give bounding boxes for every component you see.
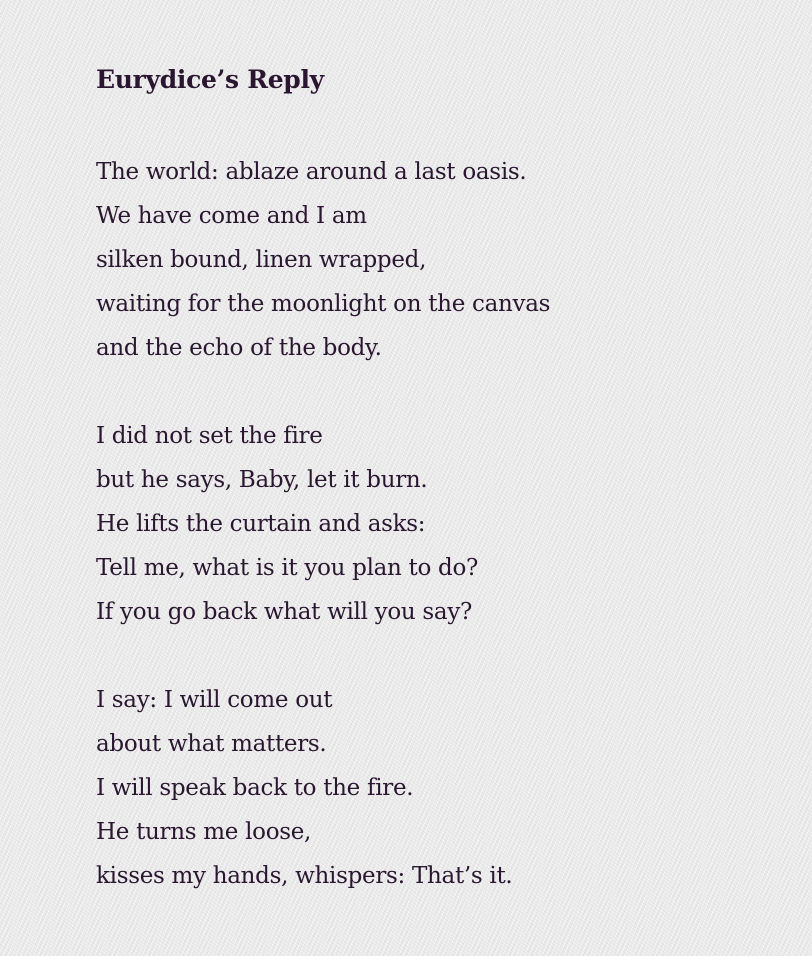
- poem-line: but he says, Baby, let it burn.: [96, 467, 428, 493]
- poem-line: He turns me loose,: [96, 819, 312, 845]
- poem-line: He lifts the curtain and asks:: [96, 511, 426, 537]
- poem-line: silken bound, linen wrapped,: [96, 247, 427, 273]
- poem-line: kisses my hands, whispers: That’s it.: [96, 863, 513, 889]
- stanza-1: [96, 150, 776, 370]
- poem-line: I say: I will come out: [96, 687, 333, 713]
- poem-line: about what matters.: [96, 731, 327, 757]
- poem-title: Eurydice’s Reply: [96, 65, 324, 94]
- poem-line: The world: ablaze around a last oasis.: [96, 159, 527, 185]
- poem-line: Tell me, what is it you plan to do?: [96, 555, 479, 581]
- poem-line: I will speak back to the fire.: [96, 775, 414, 801]
- poem-line: and the echo of the body.: [96, 335, 382, 361]
- poem: [96, 62, 776, 942]
- stanza-3: [96, 678, 776, 898]
- poem-line: We have come and I am: [96, 203, 367, 229]
- stanza-2: [96, 414, 776, 634]
- poem-line: I did not set the fire: [96, 423, 323, 449]
- poem-line: If you go back what will you say?: [96, 599, 473, 625]
- poem-line: waiting for the moonlight on the canvas: [96, 291, 551, 317]
